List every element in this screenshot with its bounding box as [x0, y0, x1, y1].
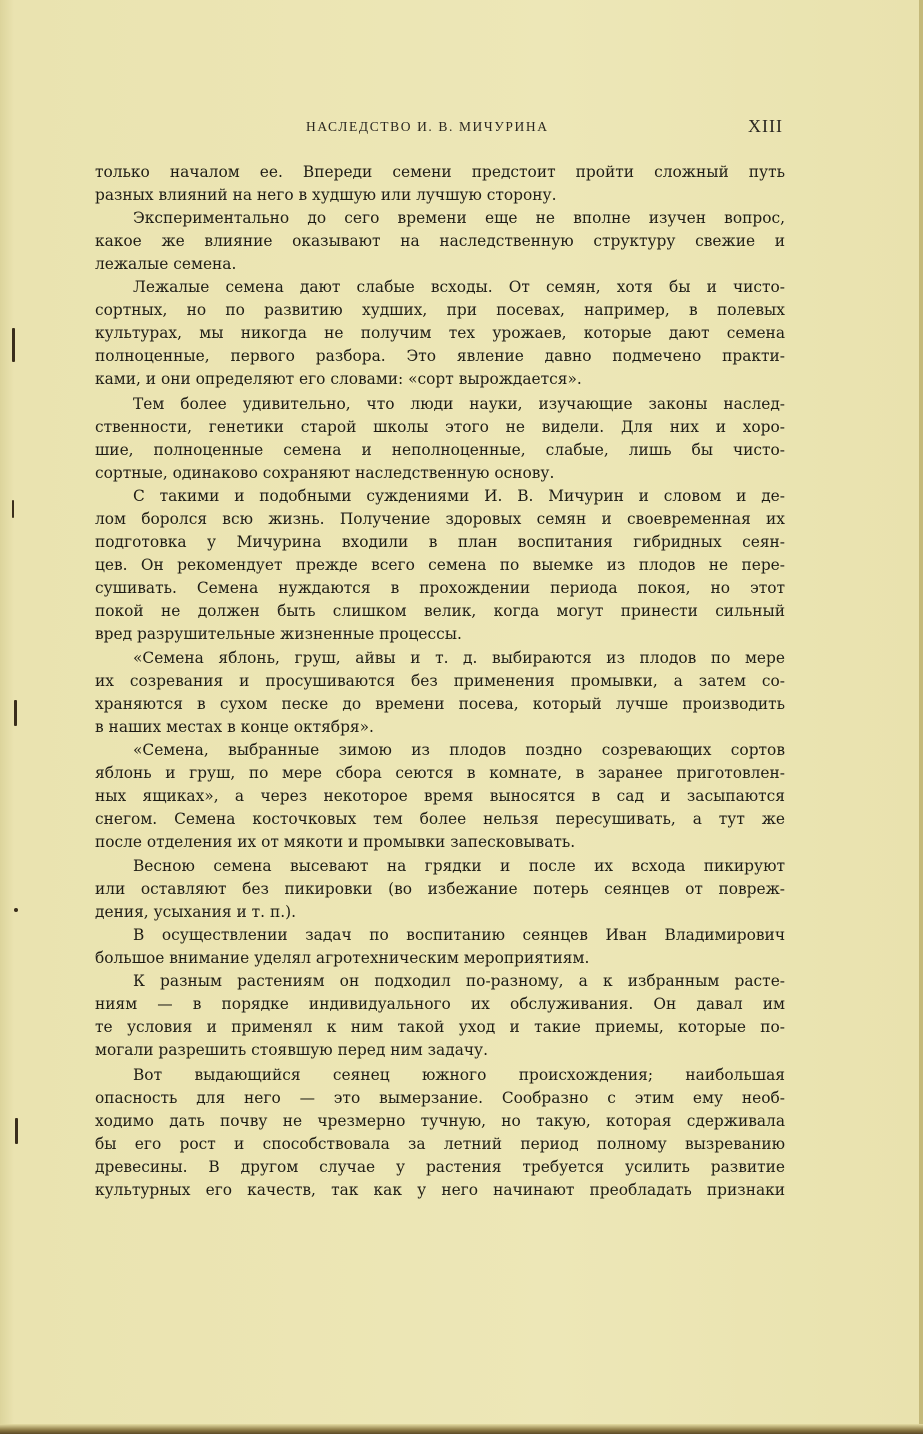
margin-mark — [14, 908, 18, 912]
text-line: ходимо дать почву не чрезмерно тучную, но такую, которая сдерживала — [95, 1112, 785, 1130]
text-line: сушивать. Семена нуждаются в прохождении периода покоя, но этот — [95, 579, 785, 597]
text-line: какое же влияние оказывают на наследственную структуру свежие и — [95, 232, 785, 250]
text-line: лом боролся всю жизнь. Получение здоровых семян и своевременная их — [95, 510, 785, 528]
text-line: ственности, генетики старой школы этого не видели. Для них и хоро- — [95, 418, 785, 436]
text-line: ных ящиках», а через некоторое время выносятся в сад и засыпаются — [95, 787, 785, 805]
text-line: покой не должен быть слишком велик, когда могут принести сильный — [95, 602, 785, 620]
text-line: снегом. Семена косточковых тем более нельзя пересушивать, а тут же — [95, 810, 785, 828]
text-line: дения, усыхания и т. п.). — [95, 903, 296, 921]
margin-mark — [15, 1118, 18, 1144]
text-line: опасность для него — это вымерзание. Сообразно с этим ему необ- — [95, 1089, 785, 1107]
text-line: цев. Он рекомендует прежде всего семена по выемке из плодов не пере- — [95, 556, 785, 574]
margin-mark — [12, 500, 14, 518]
text-line: Лежалые семена дают слабые всходы. От семян, хотя бы и чисто- — [133, 278, 785, 296]
text-line: те условия и применял к ним такой уход и такие приемы, которые по- — [95, 1018, 785, 1036]
margin-mark — [14, 700, 17, 726]
text-line: сортных, но по развитию худших, при посевах, например, в полевых — [95, 301, 785, 319]
text-line: полноценные, первого разбора. Это явление давно подмечено практи- — [95, 347, 785, 365]
text-line: сортные, одинаково сохраняют наследственную основу. — [95, 464, 555, 482]
text-line: бы его рост и способствовала за летний период полному вызреванию — [95, 1135, 785, 1153]
text-line: вред разрушительные жизненные процессы. — [95, 625, 462, 643]
page-edge-right — [919, 0, 923, 1434]
text-line: разных влияний на него в худшую или лучшую сторону. — [95, 186, 557, 204]
text-line: культурных его качеств, так как у него начинают преобладать признаки — [95, 1181, 785, 1199]
text-line: шие, полноценные семена и неполноценные, слабые, лишь бы чисто- — [95, 441, 785, 459]
text-line: только началом ее. Впереди семени предстоит пройти сложный путь — [95, 163, 785, 181]
margin-mark — [12, 328, 15, 362]
text-line: в наших местах в конце октября». — [95, 718, 374, 736]
text-line: ками, и они определяют его словами: «сорт вырождается». — [95, 370, 582, 388]
text-line: большое внимание уделял агротехническим мероприятиям. — [95, 949, 590, 967]
page-edge-bottom — [0, 1424, 923, 1434]
text-line: В осуществлении задач по воспитанию сеянцев Иван Владимирович — [133, 926, 785, 944]
text-line: могали разрешить стоявшую перед ним задачу. — [95, 1041, 488, 1059]
text-line: яблонь и груш, по мере сбора сеются в комнате, в заранее приготовлен- — [95, 764, 785, 782]
text-line: храняются в сухом песке до времени посева, который лучше производить — [95, 695, 785, 713]
text-line: подготовка у Мичурина входили в план воспитания гибридных сеян- — [95, 533, 785, 551]
text-line: после отделения их от мякоти и промывки запесковывать. — [95, 833, 576, 851]
text-line: или оставляют без пикировки (во избежание потерь сеянцев от повреж- — [95, 880, 785, 898]
text-line: «Семена, выбранные зимою из плодов поздно созревающих сортов — [133, 741, 785, 759]
text-line: Экспериментально до сего времени еще не вполне изучен вопрос, — [133, 209, 785, 227]
text-line: Тем более удивительно, что люди науки, изучающие законы наслед- — [133, 395, 785, 413]
running-title: НАСЛЕДСТВО И. В. МИЧУРИНА — [306, 119, 549, 134]
text-line: Вот выдающийся сеянец южного происхождения; наибольшая — [133, 1066, 785, 1084]
text-line: лежалые семена. — [95, 255, 237, 273]
text-line: древесины. В другом случае у растения требуется усилить развитие — [95, 1158, 785, 1176]
text-line: К разным растениям он подходил по-разному, а к избранным расте- — [133, 972, 785, 990]
text-line: их созревания и просушиваются без применения промывки, а затем со- — [95, 672, 785, 690]
page-number: XIII — [748, 116, 783, 136]
text-line: «Семена яблонь, груш, айвы и т. д. выбираются из плодов по мере — [133, 649, 785, 667]
text-line: ниям — в порядке индивидуального их обслуживания. Он давал им — [95, 995, 785, 1013]
text-line: С такими и подобными суждениями И. В. Мичурин и словом и де- — [133, 487, 785, 505]
text-line: Весною семена высевают на грядки и после их всхода пикируют — [133, 857, 785, 875]
text-line: культурах, мы никогда не получим тех урожаев, которые дают семена — [95, 324, 785, 342]
